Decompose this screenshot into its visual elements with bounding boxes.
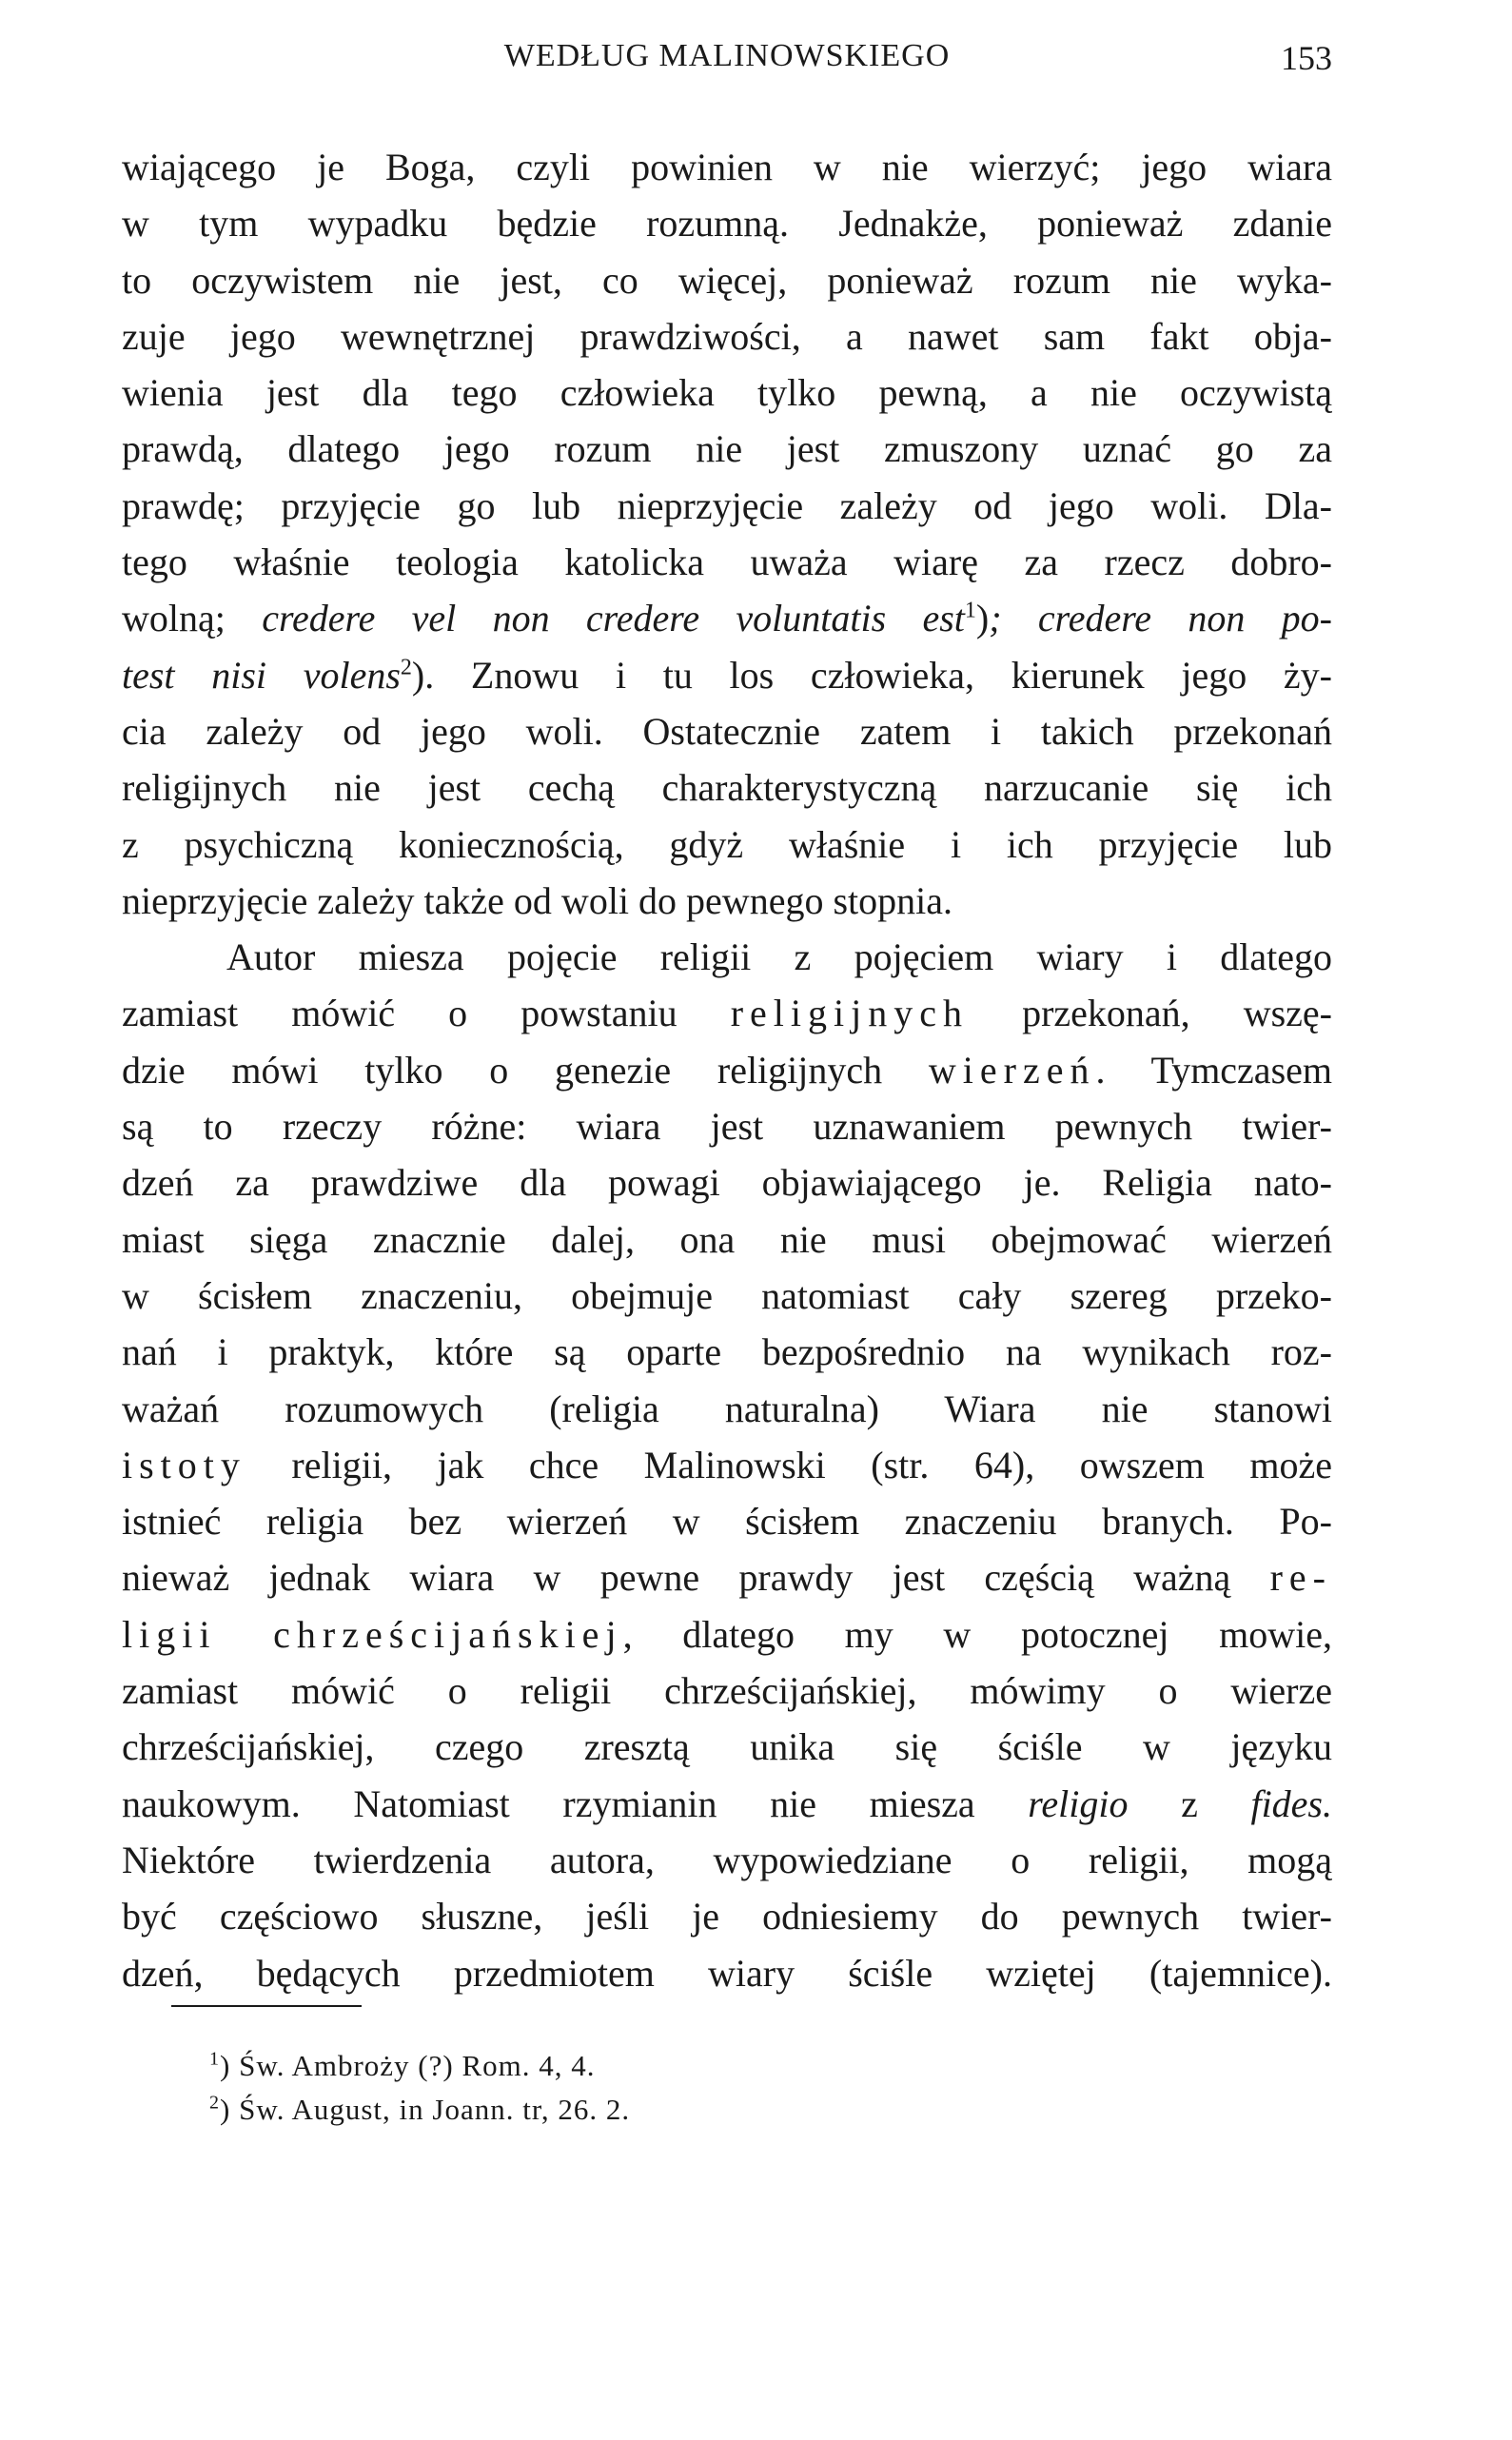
spaced-emphasis-text: wierzeń xyxy=(928,1048,1096,1092)
italic-text: fides. xyxy=(1250,1781,1332,1825)
text-line xyxy=(122,1324,1332,1380)
text-segment: nieprzyjęcie zależy także od woli do pewnego stopnia. xyxy=(122,878,952,922)
italic-text: test nisi volens xyxy=(122,653,401,697)
text-line xyxy=(122,1549,1332,1605)
page-number: 153 xyxy=(1281,39,1332,77)
text-segment: cia zależy od jego woli. Ostatecznie zatem i takich przekonań xyxy=(122,709,1332,753)
text-line xyxy=(122,759,1332,816)
text-segment: z psychiczną koniecznością, gdyż właśnie i ich przyjęcie lub xyxy=(122,822,1332,866)
footnote-mark: 2 xyxy=(209,2092,220,2114)
footnotes xyxy=(209,2044,1256,2132)
text-line xyxy=(122,1945,1332,2001)
text-segment: Niektóre twierdzenia autora, wypowiedziane o religii, mogą xyxy=(122,1838,1332,1881)
text-segment: religii, jak chce Malinowski (str. 64), owszem może xyxy=(245,1443,1332,1486)
text-segment: prawdą, dlatego jego rozum nie jest zmuszony uznać go za xyxy=(122,427,1332,471)
text-line xyxy=(122,195,1332,251)
page-header xyxy=(122,38,1332,80)
text-line xyxy=(122,364,1332,421)
text-segment: prawdę; przyjęcie go lub nieprzyjęcie zależy od jego woli. Dla- xyxy=(122,483,1332,527)
text-segment: tego właśnie teologia katolicka uważa wiarę za rzecz dobro- xyxy=(122,541,1332,584)
text-segment: wiającego je Boga, czyli powinien w nie wierzyć; jego wiara xyxy=(122,146,1332,188)
text-line xyxy=(122,873,1332,929)
text-segment: to oczywistem nie jest, co więcej, ponieważ rozum nie wyka- xyxy=(122,258,1332,302)
text-segment: wienia jest dla tego człowieka tylko pewną, a nie oczywistą xyxy=(122,371,1332,415)
footnote-text: ) Św. August, in Joann. tr, 26. 2. xyxy=(220,2093,631,2126)
text-segment: istnieć religia bez wierzeń w ścisłem znaczeniu branych. Po- xyxy=(122,1500,1332,1544)
text-segment: zamiast mówić o religii chrześcijańskiej, mówimy o wierze xyxy=(122,1669,1332,1713)
text-segment: w ścisłem znaczeniu, obejmuje natomiast cały szereg przeko- xyxy=(122,1273,1332,1317)
footnote-text: ) Św. Ambroży (?) Rom. 4, 4. xyxy=(220,2049,596,2082)
text-line xyxy=(122,1437,1332,1493)
text-line xyxy=(122,308,1332,364)
text-line xyxy=(122,421,1332,477)
text-line xyxy=(122,139,1332,195)
running-title: WEDŁUG MALINOWSKIEGO xyxy=(503,38,951,73)
text-segment: ). Znowu i tu los człowieka, kierunek jego ży- xyxy=(411,653,1332,697)
text-segment: dzeń, będących przedmiotem wiary ściśle wziętej (tajemnice). xyxy=(122,1951,1332,1995)
footnote xyxy=(209,2044,1256,2088)
spaced-emphasis-text: religijnych xyxy=(730,992,969,1035)
text-line xyxy=(122,985,1332,1041)
italic-text: ; credere non po- xyxy=(989,597,1332,640)
spaced-emphasis-text: re- xyxy=(1269,1556,1332,1600)
text-line xyxy=(122,1776,1332,1832)
text-segment: religijnych nie jest cechą charakterystyczną narzucanie się ich xyxy=(122,766,1332,810)
spaced-emphasis-text: ligii chrześcijańskiej xyxy=(122,1612,623,1656)
text-line xyxy=(122,1268,1332,1324)
footnote-reference: 2 xyxy=(400,655,412,680)
text-segment: są to rzeczy różne: wiara jest uznawaniem pewnych twier- xyxy=(122,1105,1332,1149)
text-segment: nieważ jednak wiara w pewne prawdy jest częścią ważną xyxy=(122,1556,1270,1600)
text-segment: w tym wypadku będzie rozumną. Jednakże, ponieważ zdanie xyxy=(122,202,1332,246)
text-line xyxy=(122,929,1332,985)
text-line xyxy=(122,1663,1332,1719)
text-line xyxy=(122,1493,1332,1549)
text-line xyxy=(122,1042,1332,1098)
footnote-mark: 1 xyxy=(209,2048,220,2070)
body-text xyxy=(122,139,1332,2001)
text-line xyxy=(122,1888,1332,1944)
text-line xyxy=(122,1832,1332,1888)
text-segment: ) xyxy=(975,597,990,640)
text-segment: być częściowo słuszne, jeśli je odniesiemy do pewnych twier- xyxy=(122,1895,1332,1938)
footnote-reference: 1 xyxy=(964,599,976,624)
italic-text: credere vel non credere voluntatis est xyxy=(262,597,965,640)
text-segment: dzeń za prawdziwe dla powagi objawiającego je. Religia nato- xyxy=(122,1161,1332,1205)
text-line xyxy=(122,1606,1332,1663)
text-segment: naukowym. Natomiast rzymianin nie miesza xyxy=(122,1781,1029,1825)
text-segment: miast sięga znacznie dalej, ona nie musi obejmować wierzeń xyxy=(122,1217,1332,1261)
text-segment: dzie mówi tylko o genezie religijnych xyxy=(122,1048,929,1092)
text-segment: przekonań, wszę- xyxy=(969,992,1332,1035)
text-line xyxy=(122,252,1332,308)
text-segment: zamiast mówić o powstaniu xyxy=(122,992,731,1035)
text-segment: nań i praktyk, które są oparte bezpośrednio na wynikach roz- xyxy=(122,1330,1332,1374)
footnote xyxy=(209,2088,1256,2132)
text-segment: z xyxy=(1128,1781,1251,1825)
spaced-emphasis-text: istoty xyxy=(122,1443,246,1486)
text-line xyxy=(122,590,1332,646)
text-line xyxy=(122,534,1332,590)
italic-text: religio xyxy=(1028,1781,1129,1825)
text-line xyxy=(122,478,1332,534)
text-segment: wolną; xyxy=(122,597,263,640)
text-segment: ważań rozumowych (religia naturalna) Wiara nie stanowi xyxy=(122,1387,1332,1430)
text-line xyxy=(122,817,1332,873)
text-line xyxy=(122,1719,1332,1775)
text-line xyxy=(122,1381,1332,1437)
text-segment: zuje jego wewnętrznej prawdziwości, a nawet sam fakt obja- xyxy=(122,314,1332,358)
text-line xyxy=(122,703,1332,759)
text-line xyxy=(122,1154,1332,1210)
text-line xyxy=(122,1098,1332,1154)
text-segment: chrześcijańskiej, czego zresztą unika się ściśle w języku xyxy=(122,1725,1332,1769)
text-segment: , dlatego my w potocznej mowie, xyxy=(622,1612,1332,1656)
footnote-divider xyxy=(171,2005,362,2007)
text-segment: . Tymczasem xyxy=(1095,1048,1332,1092)
text-segment: Autor miesza pojęcie religii z pojęciem wiary i dlatego xyxy=(226,935,1332,979)
text-line xyxy=(122,647,1332,703)
text-line xyxy=(122,1211,1332,1268)
